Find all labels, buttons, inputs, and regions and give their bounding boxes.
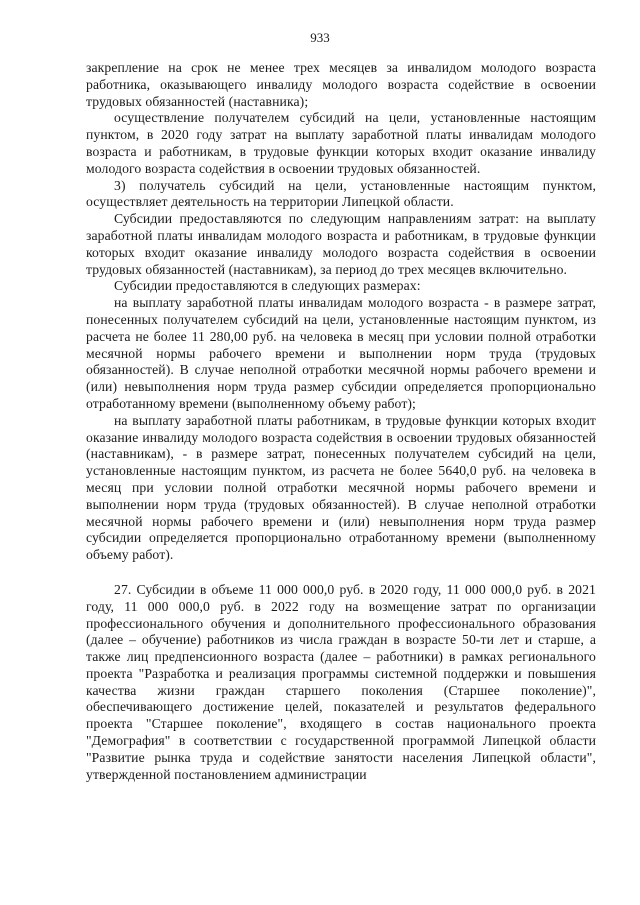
paragraph: Субсидии предоставляются по следующим направлениям затрат: на выплату заработной платы инвалидам молодого возраста и работникам, в трудовые функции которых входит оказание инвалиду молодого возраста содействия в освоении трудовых обязанностей (наставникам), за период до трех месяцев включительно.: [86, 211, 596, 277]
paragraph: на выплату заработной платы инвалидам молодого возраста - в размере затрат, понесенных получателем субсидий на цели, установленные настоящим пунктом, из расчета не более 11 280,00 руб. на человека в месяц при условии полной отработки месячной нормы рабочего времени и выполнении норм труда (трудовых обязанностей). В случае неполной отработки месячной нормы рабочего времени и (или) невыполнения норм труда размер субсидии определяется пропорционально отработанному времени (выполненному объему работ);: [86, 295, 596, 411]
section-gap: [86, 564, 596, 582]
paragraph: 3) получатель субсидий на цели, установленные настоящим пунктом, осуществляет деятельность на территории Липецкой области.: [86, 177, 596, 210]
paragraph: Субсидии предоставляются в следующих размерах:: [114, 278, 421, 294]
page-number: 933: [310, 30, 330, 45]
section-27-paragraph: 27. Субсидии в объеме 11 000 000,0 руб. в 2020 году, 11 000 000,0 руб. в 2021 году, 11 000 000,0 руб. в 2022 году на возмещение затрат по организации профессионального обучения и дополнительного профессионального образования (далее – обучение) работников из числа граждан в возрасте 50-ти лет и старше, а также лиц предпенсионного возраста (далее – работники) в рамках регионального проекта "Разработка и реализация программы системной поддержки и повышения качества жизни граждан старшего поколения (Старшее поколение)", обеспечивающего достижение целей, показателей и результатов федерального проекта "Старшее поколение", входящего в состав национального проекта "Демография" в соответствии с государственной программой Липецкой области "Развитие рынка труда и содействие занятости населения Липецкой области", утвержденной постановлением администрации: [86, 581, 596, 782]
document-body: [86, 60, 596, 783]
paragraph: на выплату заработной платы работникам, в трудовые функции которых входит оказание инвалиду молодого возраста содействия в освоении трудовых обязанностей (наставникам), - в размере затрат, понесенных получателем субсидий на цели, установленные настоящим пунктом, из расчета не более 5640,0 руб. на человека в месяц при условии полной отработки месячной нормы рабочего времени и выполнении норм труда (трудовых обязанностей). В случае неполной отработки месячной нормы рабочего времени и (или) невыполнения норм труда размер субсидии определяется пропорционально отработанному времени (выполненному объему работ).: [86, 412, 596, 563]
paragraph: закрепление на срок не менее трех месяцев за инвалидом молодого возраста работника, оказывающего инвалиду молодого возраста содействие в освоении трудовых обязанностей (наставника);: [86, 60, 596, 109]
paragraph: осуществление получателем субсидий на цели, установленные настоящим пунктом, в 2020 году затрат на выплату заработной платы инвалидам молодого возраста и работникам, в трудовые функции которых входит оказание инвалиду молодого возраста содействия в освоении трудовых обязанностей.: [86, 110, 596, 176]
